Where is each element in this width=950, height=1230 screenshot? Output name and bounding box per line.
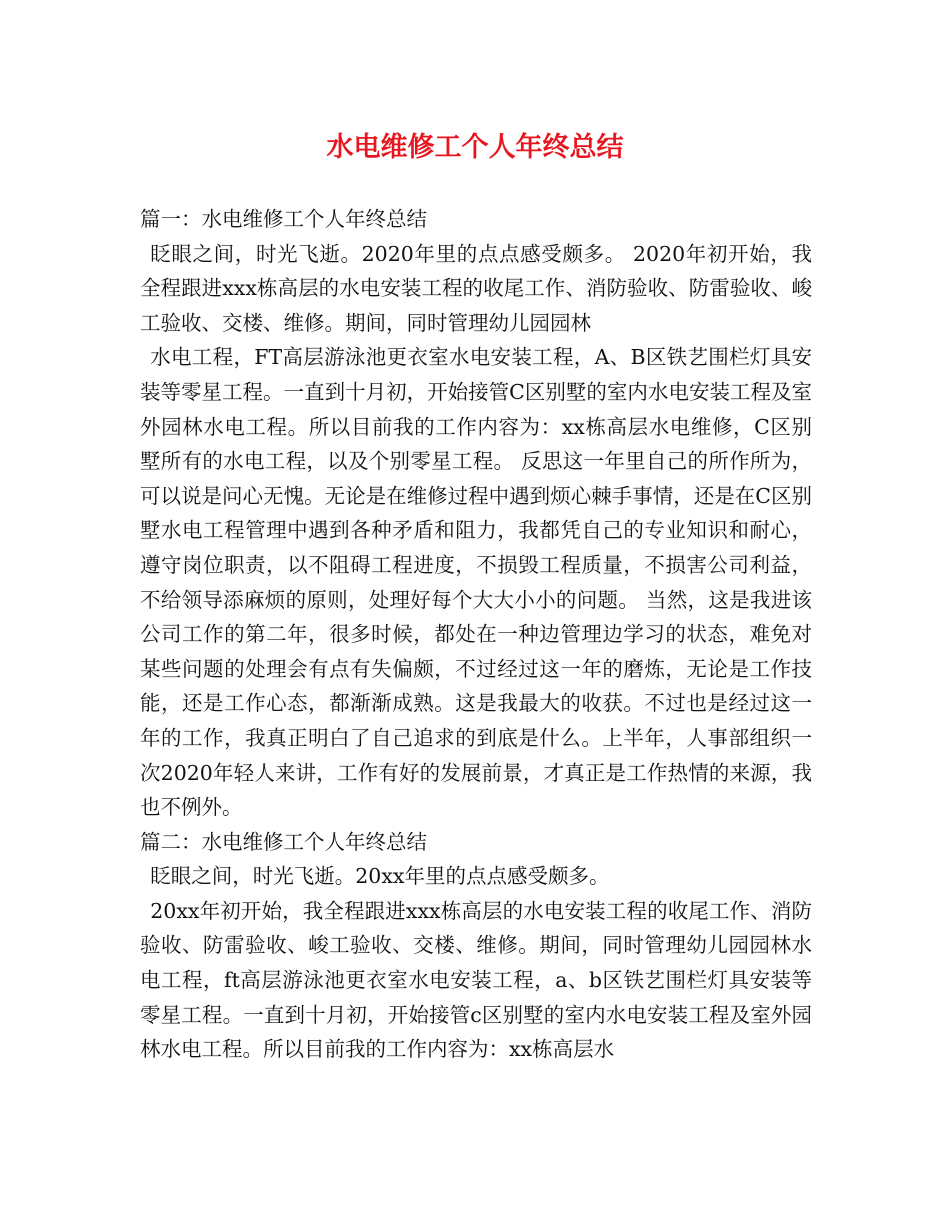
paragraph-3: 眨眼之间，时光飞逝。20xx年里的点点感受颇多。 (150, 864, 610, 889)
section-heading-1: 篇一：水电维修工个人年终总结 (140, 207, 427, 231)
paragraph-2: 水电工程，FT高层游泳池更衣室水电安装工程，A、B区铁艺围栏灯具安装等零星工程。一直到十月初，开始接管C区别墅的室内水电安装工程及室外园林水电工程。所以目前我的工作内容为：xx栋高层水电维修，C区别墅所有的水电工程，以及个别零星工程。 反思这一年里自己的所作所为，可以说是问心无愧。无论是在维修过程中遇到烦心棘手事情，还是在C区别墅水电工程管理中遇到各种矛盾和阻力，我都凭自己的专业知识和耐心，遵守岗位职责，以不阻碍工程进度，不损毁工程质量，不损害公司利益，不给领导添麻烦的原则，处理好每个大大小小的问题。 当然，这是我进该公司工作的第二年，很多时候，都处在一种边管理边学习的状态，难免对某些问题的处理会有点有失偏颇，不过经过这一年的磨炼，无论是工作技能，还是工作心态，都渐渐成熟。这是我最大的收获。不过也是经过这一年的工作，我真正明白了自己追求的到底是什么。上半年，人事部组织一次2020年轻人来讲，工作有好的发展前景，才真正是工作热情的来源，我也不例外。 (140, 345, 812, 820)
document-title: 水电维修工个人年终总结 (326, 132, 624, 163)
document-body (140, 202, 812, 1067)
paragraph-4: 20xx年初开始，我全程跟进xxx栋高层的水电安装工程的收尾工作、消防验收、防雷验收、峻工验收、交楼、维修。期间，同时管理幼儿园园林水电工程，ft高层游泳池更衣室水电安装工程，a、b区铁艺围栏灯具安装等零星工程。一直到十月初，开始接管c区别墅的室内水电安装工程及室外园林水电工程。所以目前我的工作内容为：xx栋高层水 (140, 898, 812, 1062)
paragraph-1: 眨眼之间，时光飞逝。2020年里的点点感受颇多。 2020年初开始，我全程跟进xxx栋高层的水电安装工程的收尾工作、消防验收、防雷验收、峻工验收、交楼、维修。期间，同时管理幼儿园园林 (140, 241, 812, 335)
section-heading-2: 篇二：水电维修工个人年终总结 (140, 829, 427, 854)
